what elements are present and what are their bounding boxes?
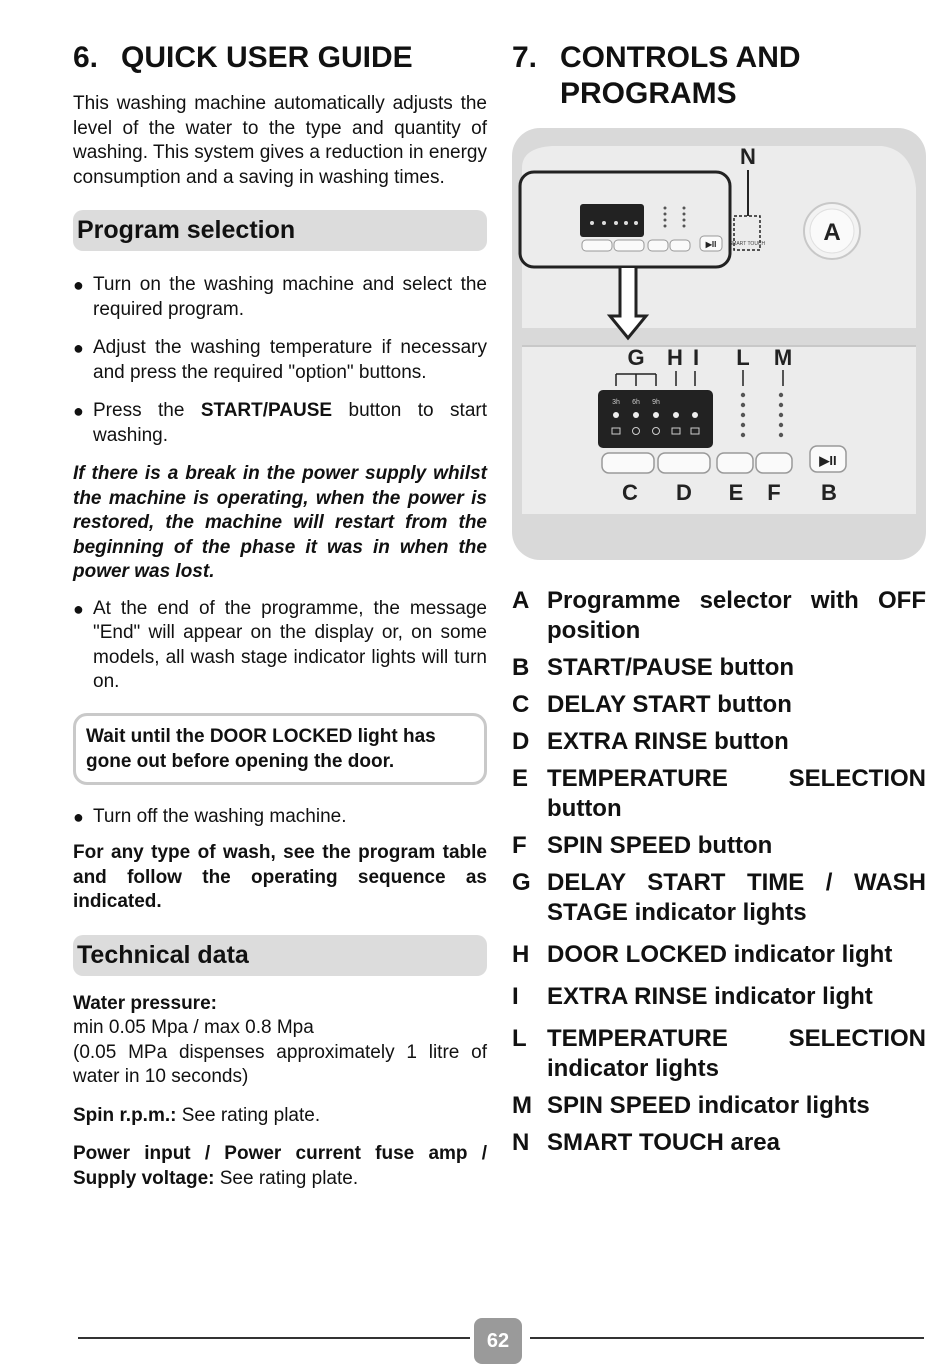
bullet-text: Turn on the washing machine and select the required program. <box>93 274 487 320</box>
power-label: Power input / Power current fuse amp / Supply voltage: <box>73 1143 487 1189</box>
label-I: I <box>692 345 700 370</box>
legend-item <box>512 653 926 683</box>
water-pressure <box>73 992 487 1041</box>
program-table-note: For any type of wash, see the program table and follow the operating sequence as indicated. <box>73 842 487 912</box>
legend-key: H <box>512 941 530 968</box>
legend-key: D <box>512 728 530 755</box>
legend-key: B <box>512 654 530 681</box>
display-label-3h: 3h <box>612 399 620 406</box>
legend-key: A <box>512 587 530 614</box>
label-C: C <box>622 480 638 505</box>
legend-item <box>512 831 926 861</box>
legend-item <box>512 940 926 970</box>
legend-text: START/PAUSE button <box>547 654 795 681</box>
label-G: G <box>627 345 645 370</box>
legend-item <box>512 1024 926 1084</box>
label-M: M <box>773 345 793 370</box>
legend-key: G <box>512 869 531 896</box>
play-pause-icon: ▶II <box>819 453 837 468</box>
legend-key: E <box>512 765 529 792</box>
display-label-6h: 6h <box>632 399 640 406</box>
door-warning-box: Wait until the DOOR LOCKED light has gone out before opening the door. <box>73 713 487 785</box>
power-value: See rating plate. <box>214 1167 359 1189</box>
section-heading <box>512 40 926 112</box>
bullet-text: Turn off the washing machine. <box>93 805 347 827</box>
legend-key: M <box>512 1092 532 1119</box>
list-item <box>73 805 487 830</box>
legend-item <box>512 727 926 757</box>
label-L: L <box>736 345 750 370</box>
section-title: QUICK USER GUIDE <box>121 41 413 74</box>
list-item <box>73 273 487 322</box>
legend-text: TEMPERATURE SELECTION indicator lights <box>547 1025 926 1082</box>
list-item <box>73 399 487 448</box>
legend-text: TEMPERATURE SELECTION button <box>547 765 926 822</box>
bullet-text: Press the <box>93 400 201 421</box>
bullet-bold-text: START/PAUSE <box>200 400 333 421</box>
power-input <box>73 1142 487 1191</box>
bullet-icon: ● <box>73 806 84 827</box>
legend-item <box>512 1091 926 1121</box>
legend-text: SPIN SPEED button <box>547 832 773 859</box>
intro-paragraph: This washing machine automatically adjusts the level of the water to the type and quantity of washing. This system gives a reduction in energy consumption and a saving in washing times. <box>73 93 487 188</box>
control-panel-diagram <box>512 128 926 560</box>
mini-play-pause-icon: ▶II <box>705 240 717 249</box>
bullet-text: At the end of the programme, the message "End" will appear on the display or, on some models, all wash stage indicator lights will turn on. <box>93 597 487 692</box>
label-E: E <box>728 480 744 505</box>
display-label-9h: 9h <box>652 399 660 406</box>
label-F: F <box>767 480 781 505</box>
technical-data-heading: Technical data <box>73 935 487 976</box>
power-failure-note: If there is a break in the power supply whilst the machine is operating, when the power is restored, the machine will restart from the beginning of the phase it was in when the power was lost. <box>73 463 487 582</box>
legend-item <box>512 586 926 646</box>
spin-rpm <box>73 1104 487 1129</box>
list-item <box>73 336 487 385</box>
section-number: 7. <box>512 41 538 74</box>
legend-text: SMART TOUCH area <box>547 1129 780 1156</box>
label-N: N <box>740 144 756 169</box>
label-H: H <box>667 345 683 370</box>
legend-key: C <box>512 691 530 718</box>
legend-key: N <box>512 1129 530 1156</box>
bullet-icon: ● <box>73 401 84 421</box>
label-D: D <box>676 480 692 505</box>
quick-user-guide-section <box>73 40 487 1191</box>
legend-text: Programme selector with OFF position <box>547 587 926 644</box>
bullet-icon: ● <box>73 275 84 295</box>
program-selection-heading: Program selection <box>73 210 487 251</box>
control-panel-illustration <box>512 128 926 560</box>
list-item <box>73 597 487 695</box>
bullet-icon: ● <box>73 598 84 619</box>
legend-key: I <box>512 983 519 1010</box>
section-title: CONTROLS AND PROGRAMS <box>560 41 801 110</box>
legend-item <box>512 764 926 824</box>
footer-rule-right <box>530 1337 924 1339</box>
footer-rule-left <box>78 1337 470 1339</box>
controls-legend <box>512 586 926 1158</box>
label-A: A <box>823 219 841 246</box>
section-heading <box>73 40 487 76</box>
legend-text: SPIN SPEED indicator lights <box>547 1092 870 1119</box>
legend-key: F <box>512 832 527 859</box>
water-pressure-value: min 0.05 Mpa / max 0.8 Mpa <box>73 1017 314 1038</box>
legend-text: EXTRA RINSE indicator light <box>547 983 873 1010</box>
smart-touch-label: SMART TOUCH <box>728 241 766 247</box>
page-number: 62 <box>474 1318 522 1364</box>
legend-key: L <box>512 1025 527 1052</box>
legend-text: DELAY START TIME / WASH STAGE indicator lights <box>547 869 926 926</box>
controls-programs-section <box>512 40 926 1165</box>
legend-item <box>512 868 926 928</box>
legend-item <box>512 1128 926 1158</box>
legend-text: DOOR LOCKED indicator light <box>547 941 893 968</box>
legend-item <box>512 982 926 1012</box>
spin-value: See rating plate. <box>176 1104 321 1126</box>
label-B: B <box>821 480 837 505</box>
section-number: 6. <box>73 41 99 74</box>
bullet-text: Adjust the washing temperature if necessary and press the required "option" buttons. <box>93 337 487 383</box>
legend-text: DELAY START button <box>547 691 792 718</box>
bullet-icon: ● <box>73 338 84 358</box>
legend-text: EXTRA RINSE button <box>547 728 789 755</box>
water-pressure-label: Water pressure: <box>73 992 217 1014</box>
bullet-text: button to start washing. <box>93 400 487 446</box>
spin-label: Spin r.p.m.: <box>73 1104 177 1126</box>
water-pressure-note: (0.05 MPa dispenses approximately 1 litre of water in 10 seconds) <box>73 1041 487 1087</box>
legend-item <box>512 690 926 720</box>
